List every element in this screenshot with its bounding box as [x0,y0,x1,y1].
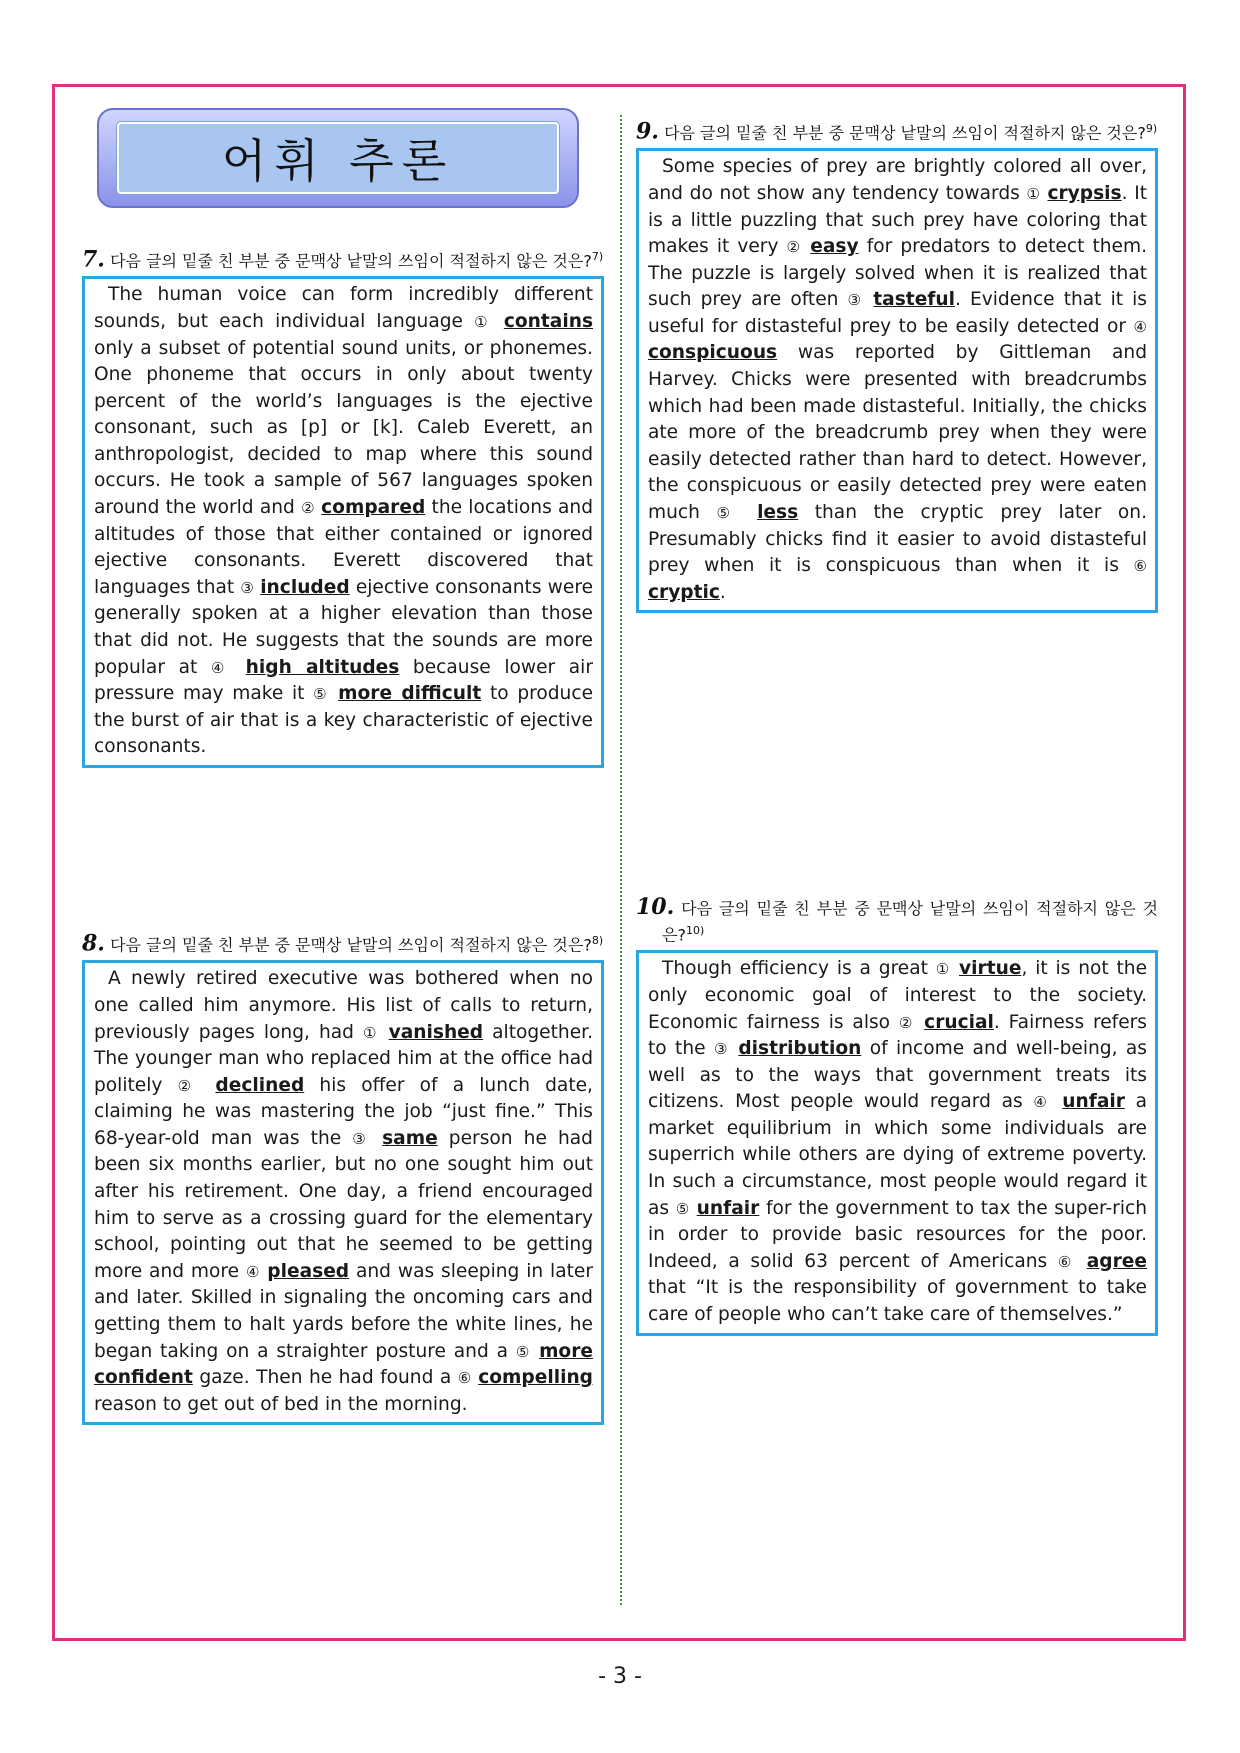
underlined-word: crypsis [1047,182,1122,204]
footnote-marker: 9) [1145,122,1158,135]
passage-segment [493,311,504,332]
underlined-word: distribution [738,1038,862,1060]
choice-marker: ① [1026,184,1041,203]
passage-box [636,950,1158,1335]
footnote-marker: 10) [685,924,705,937]
passage-text [94,282,593,761]
passage-segment [915,1012,924,1033]
choice-marker: ① [474,312,493,331]
passage-segment [380,1022,389,1043]
passage-text [648,154,1147,606]
question-10 [636,896,1158,1336]
passage-segment [329,683,338,704]
passage-segment: Though efficiency is a great [662,958,936,980]
choice-marker: ⑤ [716,504,741,523]
question-8 [82,930,604,1425]
passage-segment: that “It is the responsibility of government to take care of people who can’t take care of themselves.” [648,1277,1147,1326]
section-title-panel [117,122,559,194]
underlined-word: cryptic [648,581,720,603]
passage-segment [232,657,246,678]
passage-segment [371,1128,382,1149]
passage-segment [741,502,758,523]
underlined-word: high altitudes [245,656,400,678]
passage-segment: Some species of prey are brightly colored all over, and do not show any tendency towards [648,156,1147,204]
section-title: 어휘 추론 [221,134,455,188]
choice-marker: ③ [352,1129,371,1148]
page-number: - 3 - [598,1664,642,1689]
passage-segment: was reported by Gittleman and Harvey. Chicks were presented with breadcrumbs which had been made distasteful. Initially, the chicks ate more of the breadcrumb prey when they were easily detected rather than hard to detect. However, the conspicuous or easily detected prey were eaten much [648,342,1147,524]
choice-marker: ④ [1033,1093,1052,1112]
underlined-word: vanished [388,1021,484,1043]
passage-segment [864,289,873,310]
underlined-word: tasteful [873,289,955,311]
choice-marker: ⑤ [515,1342,532,1361]
passage-text [94,966,593,1418]
passage-box [82,276,604,768]
choice-marker: ⑥ [457,1369,472,1388]
passage-segment: gaze. Then he had found a [192,1367,458,1389]
passage-segment: , it is not the only economic goal of interest to the society. Economic fairness is also [648,958,1148,1033]
choice-marker: ③ [240,578,255,597]
choice-marker: ② [898,1013,916,1032]
passage-segment: . It is a little puzzling that such prey have coloring that makes it very [648,182,1147,258]
passage-segment: . [719,581,726,603]
passage-segment [200,1075,215,1096]
question-header [636,896,1158,946]
choice-marker: ④ [245,1262,261,1281]
choice-marker: ⑥ [1133,557,1147,576]
passage-segment [951,958,959,979]
passage-segment: of income and well-being, as well as to the ways that government treats its citizens. Most people would regard as [648,1038,1147,1113]
question-number: 9. [636,118,659,145]
question-prompt: 다음 글의 밑줄 친 부분 중 문맥상 낱말의 쓰임이 적절하지 않은 것은? [110,251,592,271]
choice-marker: ① [935,960,952,979]
question-prompt: 다음 글의 밑줄 친 부분 중 문맥상 낱말의 쓰임이 적절하지 않은 것은? [662,899,1158,945]
choice-marker: ① [362,1023,380,1042]
underlined-word: crucial [924,1011,994,1033]
question-header [82,246,604,272]
passage-segment: because lower air pressure may make it [94,656,593,705]
choice-marker: ⑥ [1057,1252,1077,1271]
passage-segment: for predators to detect them. The puzzle is largely solved when it is realized that such prey are often [648,236,1147,311]
passage-segment: for the government to tax the super-rich in order to provide basic resources for the poor. Indeed, a solid 63 percent of Americans [648,1197,1147,1272]
question-number: 7. [82,246,105,273]
underlined-word: declined [215,1074,305,1096]
passage-segment [531,1341,539,1362]
column-divider [620,115,622,1605]
question-9 [636,118,1158,613]
underlined-word: more confident [94,1340,593,1389]
footnote-marker: 7) [591,250,604,263]
footnote-marker: 8) [591,934,604,947]
choice-marker: ⑤ [675,1199,690,1218]
passage-segment [1052,1091,1063,1112]
passage-box [636,148,1158,613]
passage-segment [1076,1251,1087,1272]
passage-segment: A newly retired executive was bothered when no one called him anymore. His list of calls to return, previously pages long, had [94,968,593,1043]
choice-marker: ③ [713,1040,730,1059]
underlined-word: compared [321,497,426,519]
passage-segment: . Fairness refers to the [648,1011,1147,1060]
passage-segment [690,1198,697,1219]
underlined-word: unfair [696,1197,760,1219]
passage-box [82,960,604,1425]
choice-marker: ④ [1133,317,1147,336]
choice-marker: ③ [847,291,865,310]
choice-marker: ⑤ [313,685,330,704]
question-header [82,930,604,956]
passage-text [648,956,1147,1328]
section-title-banner [97,108,579,208]
passage-segment: only a subset of potential sound units, or phonemes. One phoneme that occurs in only about twenty percent of the world’s languages is the ejective consonant, such as [p] or [k]. Caleb Everett, an anthropologist, decided to map where this sound occurs. He took a sample of 567 languages spoken around the world and [94,337,593,519]
choice-marker: ④ [210,658,233,677]
question-number: 10. [636,894,675,920]
passage-segment: and was sleeping in later and later. Skilled in signaling the oncoming cars and getting them to halt yards before the white lines, he began taking on a straighter posture and a [94,1260,593,1362]
underlined-word: more difficult [338,683,482,705]
passage-segment: his offer of a lunch date, claiming he was mastering the job “just fine.” This 68-year-old man was the [94,1074,593,1149]
question-prompt: 다음 글의 밑줄 친 부분 중 문맥상 낱말의 쓰임이 적절하지 않은 것은? [110,935,592,955]
passage-segment: the locations and altitudes of those that either contained or ignored ejective consonants. Everett discovered that languages that [94,497,593,598]
underlined-word: easy [810,236,859,258]
underlined-word: unfair [1062,1091,1125,1113]
passage-segment: ejective consonants were generally spoken at a higher elevation than those that did not. He suggests that the sounds are more popular at [94,576,594,678]
question-header [636,118,1158,144]
underlined-word: agree [1086,1250,1147,1272]
passage-segment: a market equilibrium in which some individuals are superrich while others are dying of extreme poverty. In such a circumstance, most people would regard it as [648,1091,1147,1219]
passage-segment: person he had been six months earlier, but no one sought him out after his retirement. One day, a friend encouraged him to serve as a crossing guard for the elementary school, pointing out that he seemed to be getting more and more [94,1127,593,1282]
passage-segment: The human voice can form incredibly different sounds, but each individual language [94,284,593,332]
underlined-word: included [260,576,350,598]
question-prompt: 다음 글의 밑줄 친 부분 중 문맥상 낱말의 쓰임이 적절하지 않은 것은? [664,123,1146,143]
passage-segment: altogether. The younger man who replaced him at the office had politely [94,1021,593,1096]
passage-segment: . Evidence that it is useful for distasteful prey to be easily detected or [648,289,1147,337]
choice-marker: ② [177,1076,201,1095]
underlined-word: virtue [959,958,1022,980]
question-7 [82,246,604,768]
passage-segment: to produce the burst of air that is a key characteristic of ejective consonants. [94,683,594,758]
choice-marker: ② [301,499,315,518]
passage-segment: than the cryptic prey later on. Presumably chicks find it easier to avoid distasteful prey when it is conspicuous than when it is [648,502,1147,577]
underlined-word: same [382,1127,438,1149]
underlined-word: pleased [267,1260,350,1282]
choice-marker: ② [786,238,803,257]
passage-segment: reason to get out of bed in the morning. [94,1393,468,1415]
underlined-word: conspicuous [648,342,778,364]
underlined-word: compelling [478,1367,593,1389]
underlined-word: contains [503,310,594,332]
underlined-word: less [757,502,799,524]
question-number: 8. [82,930,105,957]
